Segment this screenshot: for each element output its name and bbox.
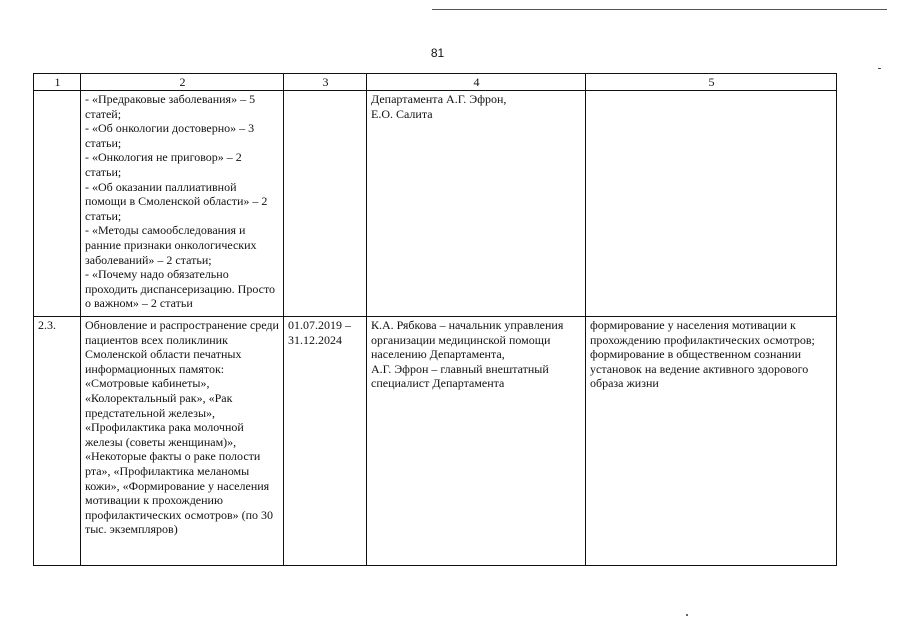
item-number-cell: 2.3. (34, 317, 81, 566)
page-number: 81 (430, 46, 445, 60)
publication-list-item: - «Онкология не приговор» – 2 статьи; (85, 150, 242, 179)
responsible-line: Департамента А.Г. Эфрон, (371, 92, 507, 106)
responsible-cell (367, 91, 586, 317)
measure-line: «Смотровые кабинеты», (85, 376, 210, 391)
column-header: 2 (81, 74, 284, 91)
table-row (34, 317, 837, 566)
publication-list-item: - «Об оказании паллиативной помощи в Смоленской области» – 2 статьи; (85, 179, 268, 223)
measure-line: «Профилактика рака молочной железы (советы женщинам)», (85, 420, 244, 449)
table-header-row (34, 74, 837, 91)
scan-speck (878, 68, 881, 69)
column-header: 1 (34, 74, 81, 91)
publication-list-item: - «Методы самообследования и ранние признаки онкологических заболеваний» – 2 статьи; (85, 223, 257, 267)
expected-result-cell (586, 91, 837, 317)
responsible-line: К.А. Рябкова – начальник управления организации медицинской помощи населению Департамента, (371, 318, 564, 362)
period-cell (284, 91, 367, 317)
measure-description-cell (81, 317, 284, 566)
table-row (34, 91, 837, 317)
responsible-line: А.Г. Эфрон – главный внештатный специалист Департамента (371, 361, 549, 391)
column-header: 5 (586, 74, 837, 91)
publication-list-item: - «Предраковые заболевания» – 5 статей; (85, 92, 256, 121)
responsible-line: Е.О. Салита (371, 106, 433, 121)
header-rule (432, 9, 887, 10)
scan-speck (686, 614, 688, 616)
publication-list-item: - «Об онкологии достоверно» – 3 статьи; (85, 121, 255, 150)
measures-table (33, 73, 837, 566)
measure-description-cell (81, 91, 284, 317)
responsible-cell (367, 317, 586, 566)
column-header: 4 (367, 74, 586, 91)
publication-list-item: - «Почему надо обязательно проходить диспансеризацию. Просто о важном» – 2 статьи (85, 267, 276, 311)
measure-line: «Колоректальный рак», «Рак предстательной железы», (85, 390, 233, 420)
expected-result-cell: формирование у населения мотивации к прохождению профилактических осмотров; формирование в общественном сознании установок на ведение активного здорового образа жизни (586, 317, 837, 566)
period-cell: 01.07.2019 – 31.12.2024 (284, 317, 367, 566)
measure-line: «Некоторые факты о раке полости рта», «Профилактика меланомы кожи», «Формирование у населения мотивации к прохождению профилактических осмотров» (по 30 тыс. экземпляров) (85, 449, 274, 537)
item-number-cell (34, 91, 81, 317)
column-header: 3 (284, 74, 367, 91)
measure-line: Обновление и распространение среди пациентов всех поликлиник Смоленской области печатных информационных памяток: (85, 318, 279, 376)
